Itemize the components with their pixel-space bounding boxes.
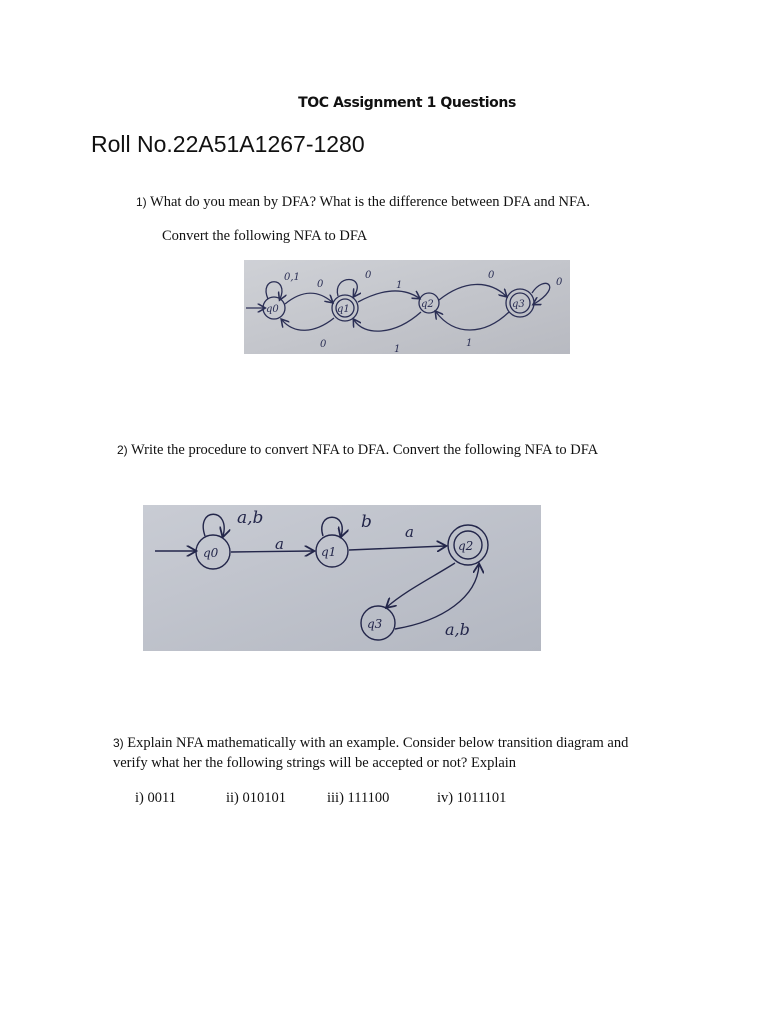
question-1-number: 1) (136, 195, 147, 209)
question-2-nfa-diagram (143, 505, 541, 651)
question-1 (136, 192, 590, 212)
question-1-nfa-diagram (244, 260, 570, 354)
loop-q0-label: a,b (237, 508, 264, 528)
edge-q1-q0-label: 0 (320, 339, 327, 350)
question-3 (113, 733, 628, 753)
question-1-text: What do you mean by DFA? What is the difference between DFA and NFA. (150, 194, 591, 210)
loop-q1-label: 0 (365, 270, 372, 281)
nfa-diagram-2-drawing (143, 505, 541, 651)
state-q0-label: q0 (203, 546, 219, 560)
roll-number: Roll No.22A51A1267-1280 (91, 131, 365, 157)
state-q2-label: q2 (421, 299, 434, 310)
edge-q2-q3-label: 0 (488, 270, 495, 281)
option-iv: iv) 1011101 (437, 790, 507, 806)
question-2-text: Write the procedure to convert NFA to DFA. Convert the following NFA to DFA (131, 442, 599, 458)
option-i: i) 0011 (135, 790, 176, 806)
state-q3-label: q3 (512, 299, 525, 310)
state-q2-label: q2 (458, 539, 474, 553)
question-3-options (0, 788, 768, 808)
loop-q3-label: 0 (556, 277, 563, 288)
state-q0-label: q0 (266, 304, 279, 315)
state-q1-label: q1 (337, 304, 350, 315)
edge-q0-q1-label: a (275, 535, 284, 553)
edge-q1-q2-label: 1 (396, 280, 403, 291)
loop-q1-label: b (361, 512, 372, 532)
question-1-subtext: Convert the following NFA to DFA (162, 228, 368, 244)
question-3-number: 3) (113, 736, 124, 750)
state-q1-label: q1 (321, 545, 337, 559)
edge-q3-q2-label: 1 (466, 338, 473, 349)
edge-q1-q2-label: a (405, 523, 414, 541)
edge-q2-q1-label: 1 (394, 344, 401, 354)
question-2 (117, 440, 598, 460)
option-ii: ii) 010101 (226, 790, 287, 806)
question-3-text-line1: Explain NFA mathematically with an example. Consider below transition diagram and (127, 735, 629, 751)
state-q3-label: q3 (367, 617, 383, 631)
loop-q0-label: 0,1 (284, 272, 300, 283)
document-title: TOC Assignment 1 Questions (298, 95, 516, 111)
nfa-diagram-1-drawing (244, 260, 570, 354)
question-3-text-line2: verify what her the following strings will be accepted or not? Explain (113, 755, 517, 771)
edge-q0-q1-label: 0 (317, 279, 324, 290)
option-iii: iii) 111100 (327, 790, 390, 806)
question-2-number: 2) (117, 443, 128, 457)
edge-q2-q3-label: a,b (445, 620, 470, 639)
